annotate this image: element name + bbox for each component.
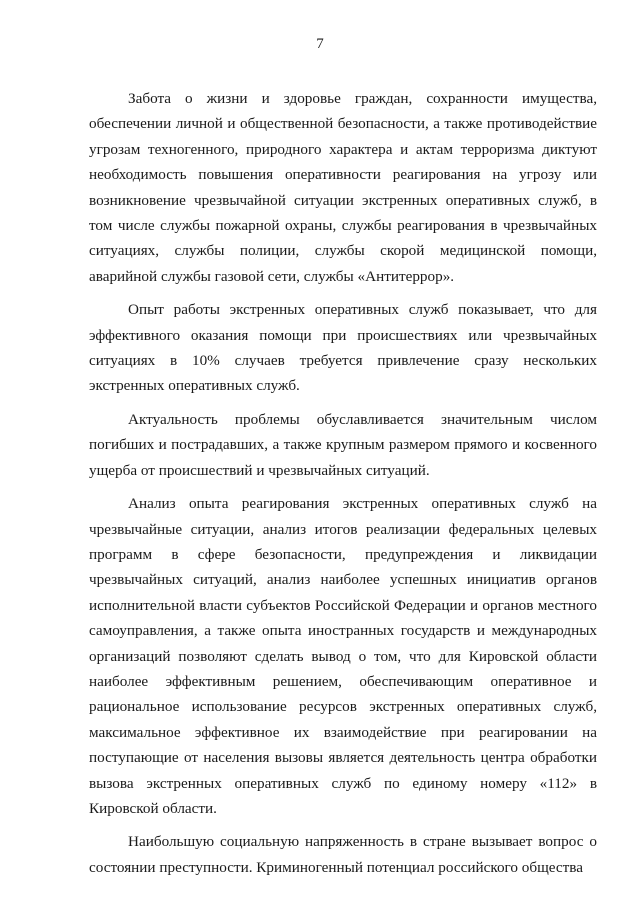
paragraph-2: Опыт работы экстренных оперативных служб показывает, что для эффективного оказания помощи при происшествиях или чрезвычайных ситуациях в 10% случаев требуется привлечение сразу нескольких экстренных оперативных служб. [89,301,597,395]
body-text [89,86,597,888]
page-number: 7 [316,36,324,52]
paragraph-5: Наибольшую социальную напряженность в стране вызывает вопрос о состоянии преступности. Криминогенный потенциал российского общества [89,833,597,876]
paragraph-4: Анализ опыта реагирования экстренных оперативных служб на чрезвычайные ситуации, анализ итогов реализации федеральных целевых программ в сфере безопасности, предупреждения и ликвидации чрезвычайных ситуаций, анализ наиболее успешных инициатив органов исполнительной власти субъектов Российской Федерации и органов местного самоуправления, а также опыта иностранных государств и международных организаций позволяют сделать вывод о том, что для Кировской области наиболее эффективным решением, обеспечивающим оперативное и рациональное использование ресурсов экстренных оперативных служб, максимальное эффективное их взаимодействие при реагировании на поступающие от населения вызовы является деятельность центра обработки вызова экстренных оперативных служб по единому номеру «112» в Кировской области. [89,495,597,817]
paragraph-3: Актуальность проблемы обуславливается значительным числом погибших и пострадавших, а также крупным размером прямого и косвенного ущерба от происшествий и чрезвычайных ситуаций. [89,410,597,479]
paragraph-1: Забота о жизни и здоровье граждан, сохранности имущества, обеспечении личной и общественной безопасности, а также противодействие угрозам техногенного, природного характера и актам терроризма диктуют необходимость повышения оперативности реагирования на угрозу или возникновение чрезвычайной ситуации экстренных оперативных служб, в том числе службы пожарной охраны, службы реагирования в чрезвычайных ситуациях, службы полиции, службы скорой медицинской помощи, аварийной службы газовой сети, службы «Антитеррор». [89,90,597,285]
